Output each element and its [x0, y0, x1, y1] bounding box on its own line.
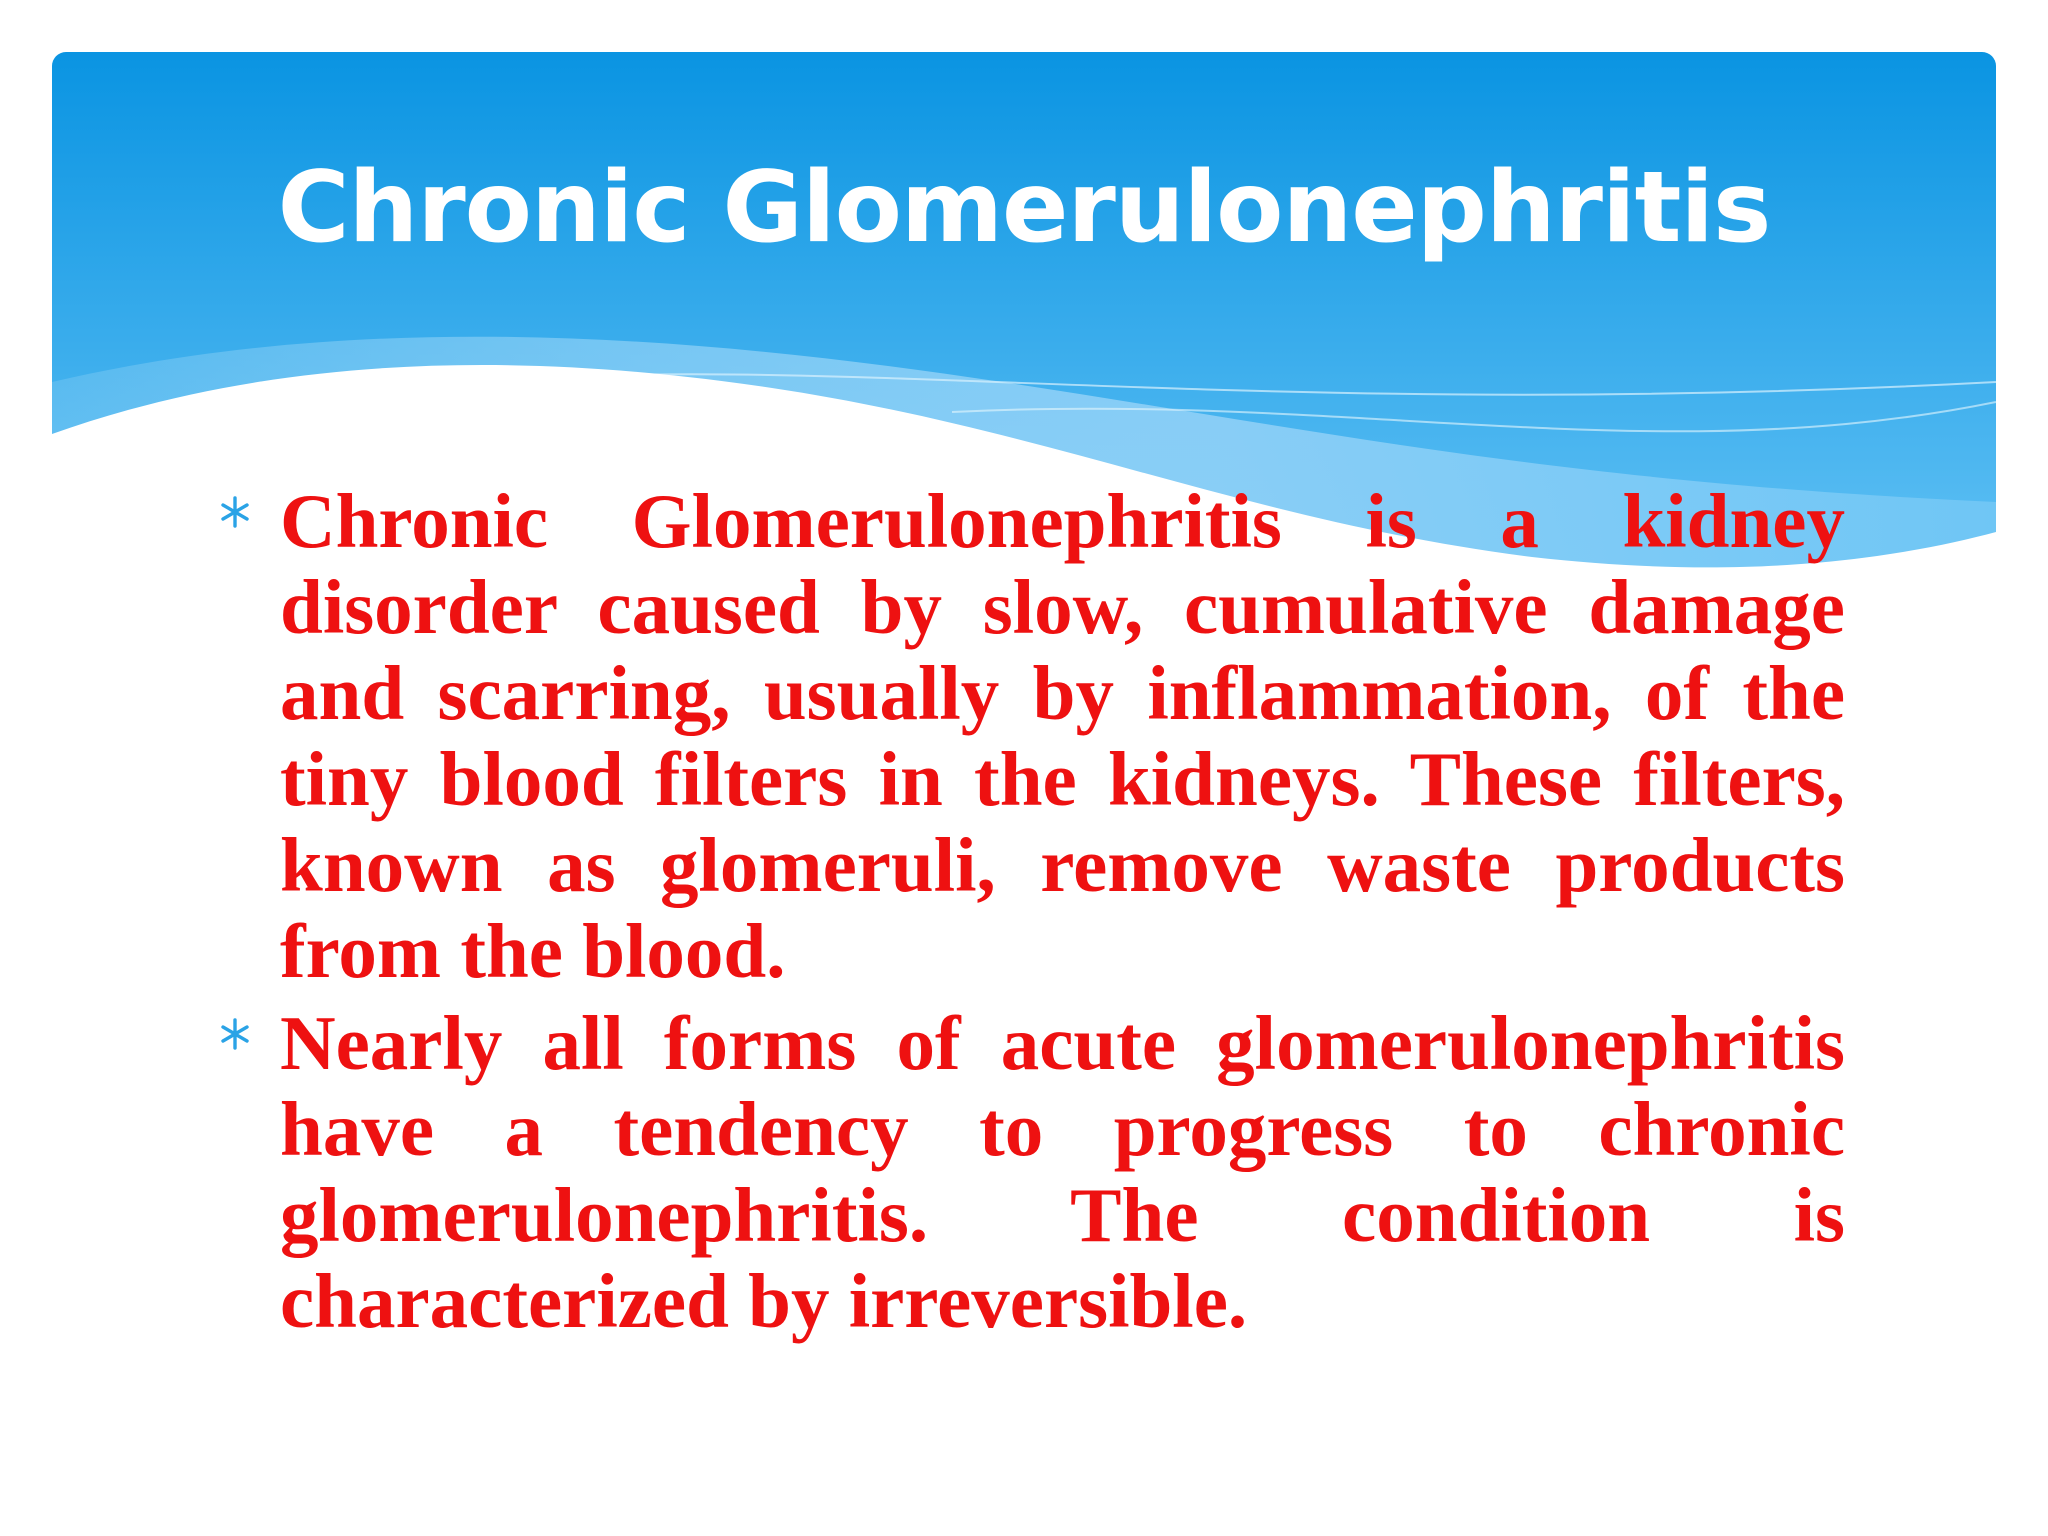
slide-title: Chronic Glomerulonephritis	[277, 151, 1771, 265]
asterisk-icon	[215, 492, 255, 532]
asterisk-icon-graphic	[215, 492, 255, 532]
bullet-text: Nearly all forms of acute glomerulonephritis have a tendency to progress to chronic glomerulonephritis. The condition is characterized by irreversible.	[280, 1000, 1845, 1344]
bullet-text: Chronic Glomerulonephritis is a kidney disorder caused by slow, cumulative damage and scarring, usually by inflammation, of the tiny blood filters in the kidneys. These filters, known as glomeruli, remove waste products from the blood.	[280, 478, 1845, 994]
bullet-item	[215, 1000, 1845, 1344]
bullet-list	[215, 478, 1845, 1350]
asterisk-icon	[215, 1014, 255, 1054]
asterisk-icon-graphic	[215, 1014, 255, 1054]
bullet-item	[215, 478, 1845, 994]
